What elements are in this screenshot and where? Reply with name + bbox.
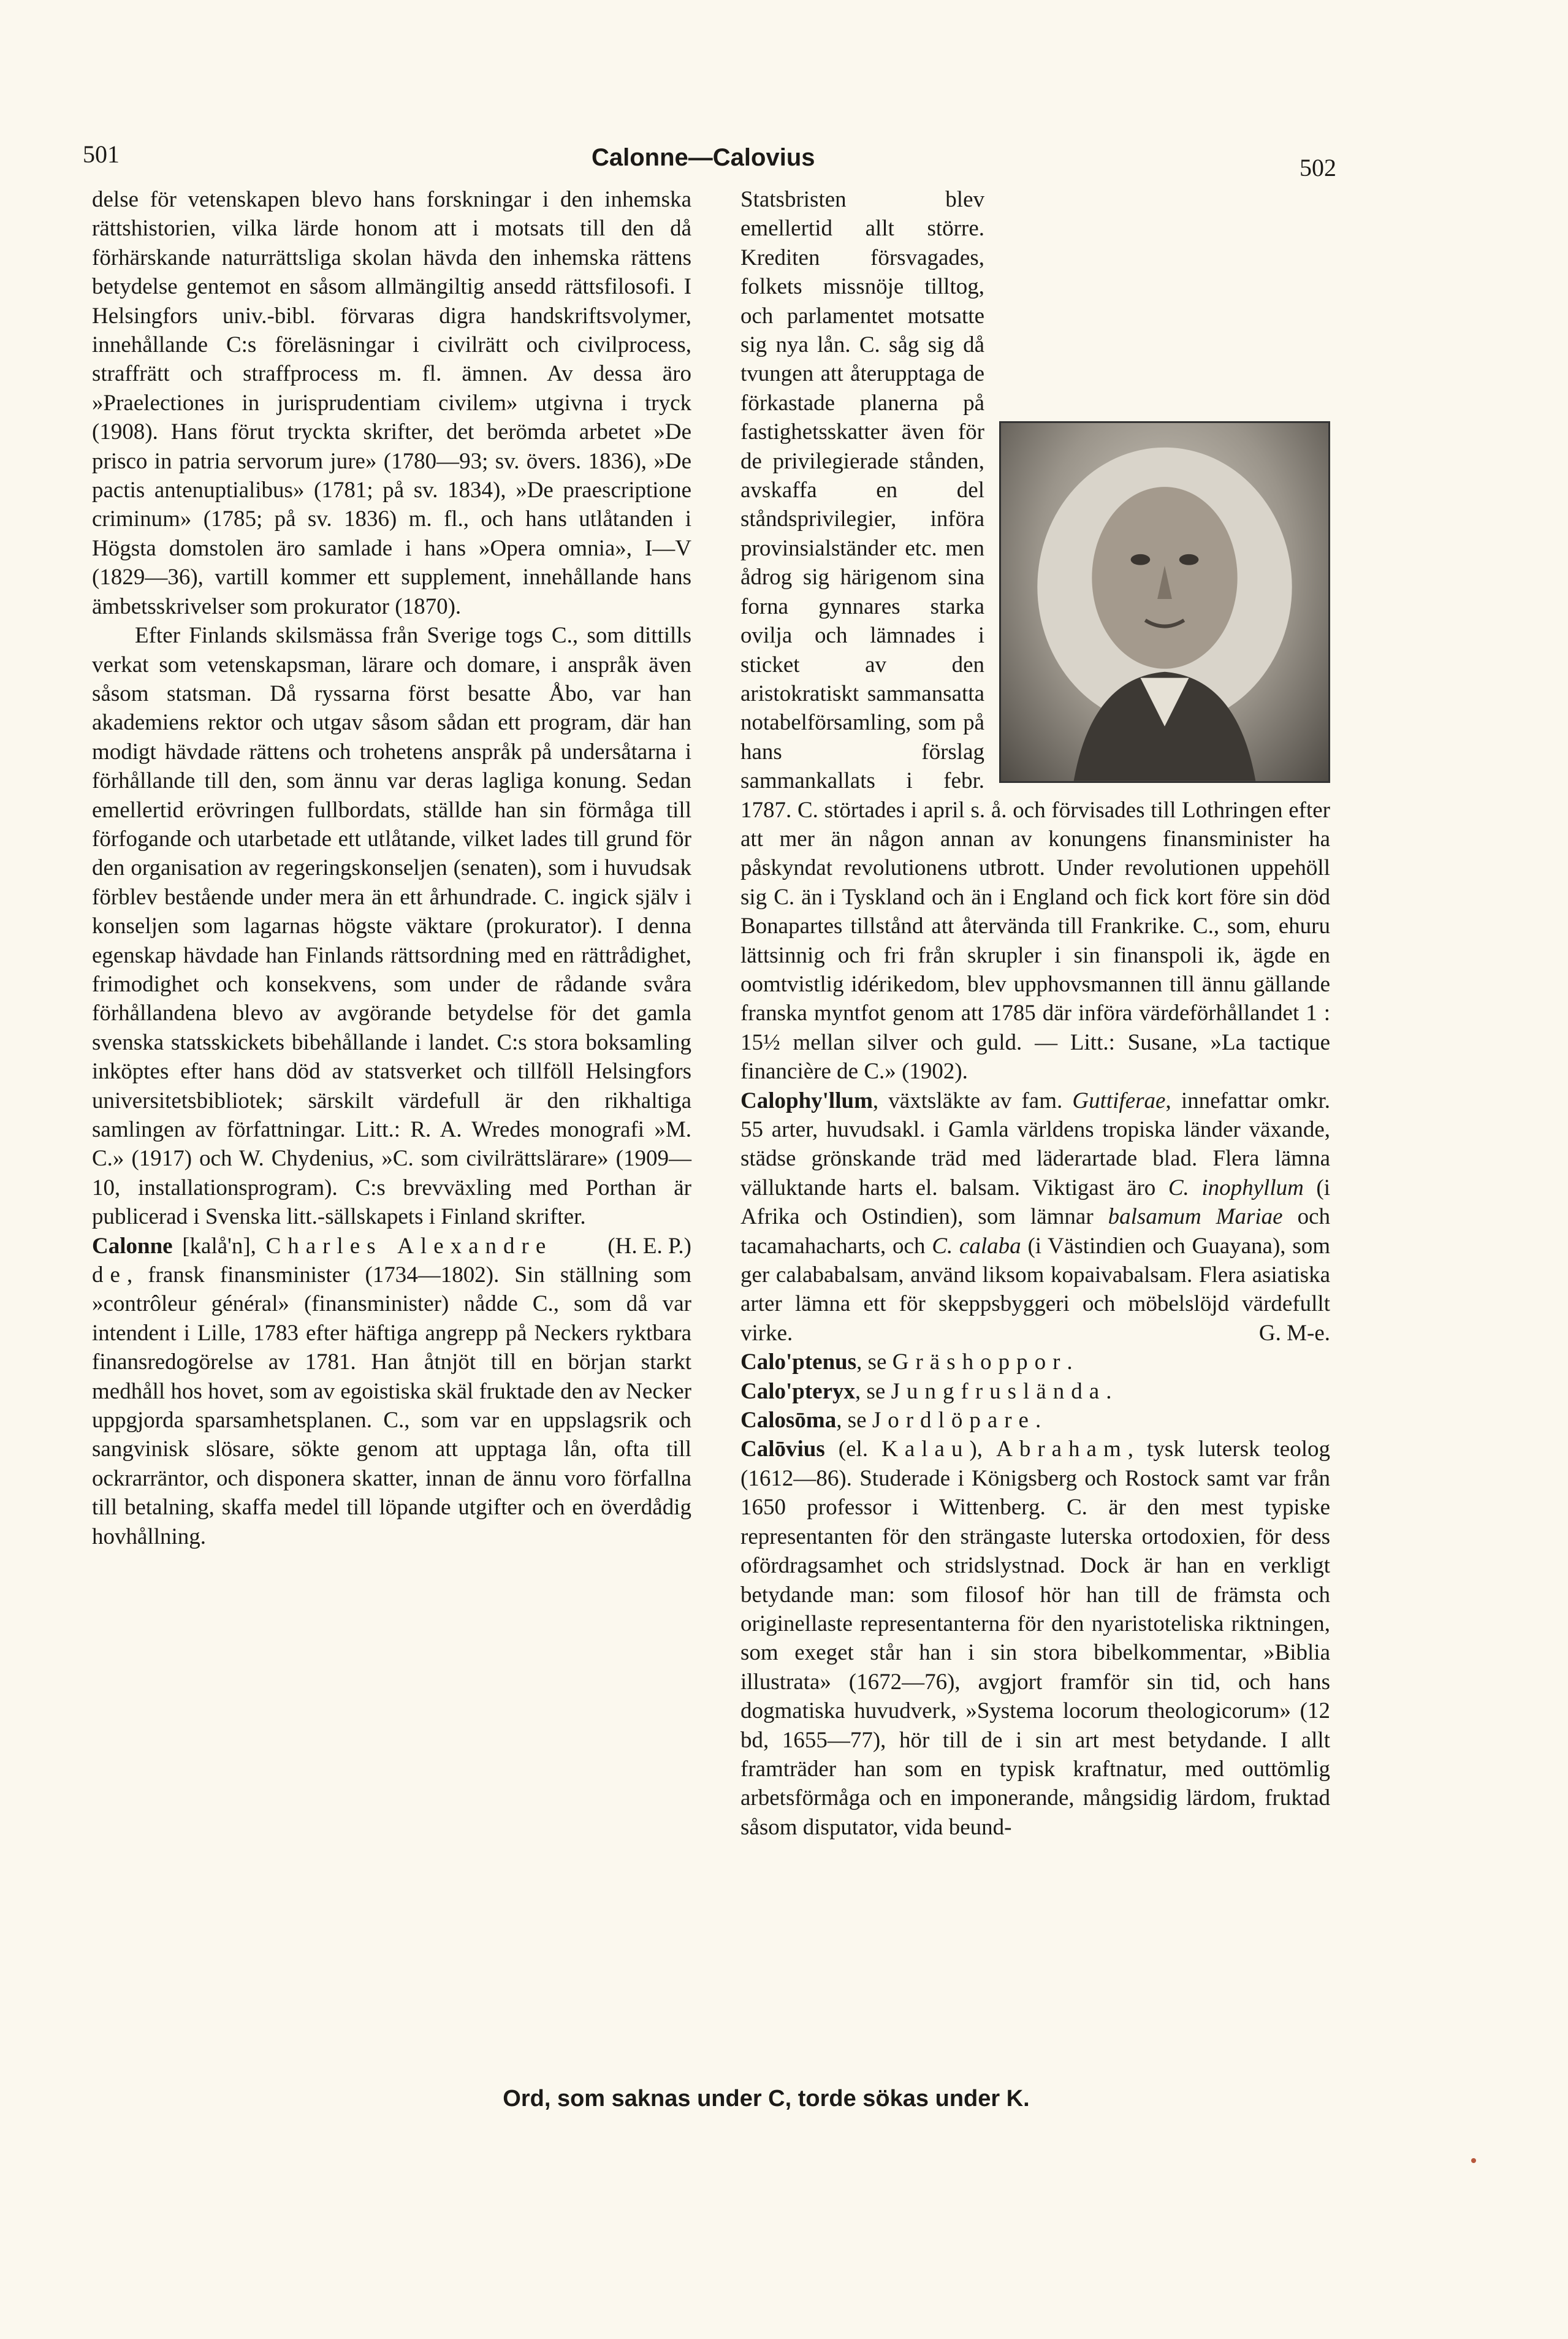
entry-caloptenus: Calo'ptenus, se Gräshoppor. — [740, 1349, 1073, 1375]
entry-calophyllum — [740, 1086, 1330, 1348]
calovius-alias: Kalau — [881, 1437, 970, 1462]
headword-calonne: Calonne — [92, 1233, 173, 1259]
page-number-left: 501 — [83, 140, 120, 168]
entry-calonne-continued — [740, 185, 1330, 1086]
entry-calosoma: Calosōma, se Jordlöpare. — [740, 1408, 1041, 1433]
ink-spot — [1471, 2158, 1476, 2163]
portrait-engraving-icon — [999, 421, 1330, 783]
paragraph-statesman-text: Efter Finlands skilsmässa från Sverige togs C., som dittills verkat som vetenskapsman, lärare och domare, i anspråk även såsom statsman. Då ryssarna först besatte Åbo, var han akademiens rektor och utgav såsom sådan ett program, där han modigt hävdade rättens och trohetens anspråk på undersåtarna i förhållande till den, som ännu var deras lagliga konung. Sedan emellertid erövringen fullbordats, ställde han sin förmåga till förfogande och utarbetade ett utlåtande, vilket lades till grund för den organisation av regeringskonseljen (senaten), som i huvudsak förblev bestående under mera än ett århundrade. C. ingick själv i konseljen som lagarnas högste väktare (prokurator). I denna egenskap hävdade han Finlands rättsordning med en rättrådighet, frimodighet och konsekvens, som under de rådande svåra förhållandena blevo av avgörande betydelse för det gamla svenska statsskickets bibehållande i landet. C:s stora boksamling inköptes efter hans död av statsverket och tillföll Helsingfors universitetsbibliotek; särskilt värdefull är den rikhaltiga samlingen av författningar. Litt.: R. A. Wredes monografi »M. C.» (1917) och W. Chydenius, »C. som civilrättslärare» (1909—10, installationsprogram). C:s brevväxling med Porthan är publicerad i Svenska litt.-sällskapets i Finland skrifter. — [92, 623, 691, 1230]
calovius-a: (el. — [824, 1437, 882, 1462]
calophyllum-species-3: C. calaba — [932, 1233, 1021, 1259]
calophyllum-text-c: (i Afrika och Ostindien), som lämnar — [740, 1175, 1330, 1230]
right-column — [740, 185, 1330, 1842]
calophyllum-text-e: (i Västindien och Guayana), som ger calababalsam, använd liksom kopaivabalsam. Flera asiatiska arter lämna ett för skeppsbyggeri och möbelslöjd värdefullt virke. — [740, 1233, 1330, 1346]
headword-calophyllum: Calophy'llum — [740, 1088, 873, 1113]
calophyllum-species-1: C. inophyllum — [1168, 1175, 1304, 1200]
left-column — [92, 185, 691, 1551]
calovius-name: Abraham — [996, 1437, 1128, 1462]
calopteryx-see: , se — [855, 1378, 891, 1404]
calophyllum-text-a: , växtsläkte av fam. — [872, 1088, 1073, 1113]
running-title: Calonne—Calovius — [592, 144, 815, 171]
entry-calonne-text: , fransk finansminister (1734—1802). Sin ställning som »contrôleur général» (finansminister) nådde C., som då var intendent i Lille, 1783 efter häftiga angrepp på Neckers ryktbara finansredogörelse av 1781. Han åtnjöt till en början starkt medhåll hos hovet, som av egoistiska skäl fruktade den av Necker uppgjorda sparsamhetsplanen. C., som var en uppslagsrik och sangvinisk slösare, sökte genom att upptaga lån, ofta till ockrarräntor, och disponera skatter, innan de ännu voro förfallna till betalning, skaffa medel till löpande utgifter och en överdådig hovhållning. — [92, 1262, 691, 1549]
headword-caloptenus: Calo'ptenus — [740, 1349, 857, 1375]
calosoma-see: , se — [836, 1408, 872, 1433]
calovius-b: ), — [969, 1437, 997, 1462]
calophyllum-text-b: , innefattar omkr. 55 arter, huvudsakl. i Gamla världens tropiska länder växande, städse grönskande träd med läderartade blad. Flera lämna välluktande harts el. balsam. Viktigast äro — [740, 1088, 1331, 1200]
pronunciation: [kalå'n], — [172, 1233, 266, 1259]
caloptenus-see: , se — [856, 1349, 892, 1375]
calophyllum-family: Guttiferae — [1072, 1088, 1166, 1113]
page-number-right: 502 — [1300, 154, 1336, 181]
calophyllum-species-2: balsamum Mariae — [1108, 1204, 1283, 1230]
calopteryx-ref: Jungfruslända — [891, 1378, 1106, 1404]
headword-calosoma: Calosōma — [740, 1408, 837, 1433]
calosoma-ref: Jordlöpare — [872, 1408, 1035, 1433]
caloptenus-ref: Gräshoppor — [892, 1349, 1067, 1375]
entry-calonne — [92, 1232, 691, 1551]
author-signature: (H. E. P.) — [607, 1233, 691, 1259]
entry-calonne-continued-text: Statsbristen blev emellertid allt större. Krediten försvagades, folkets missnöje tilltog, och parlamentet motsatte sig nya lån. C. såg sig då tvungen att återupptaga de förkastade planerna på fastighetsskatter även för de privilegierade stånden, avskaffa en del ståndsprivilegier, införa provinsialständer etc. men ådrog sig härigenom sina forna gynnares starka ovilja och lämnades i sticket av den aristokratiskt sammansatta notabelförsamling, som på hans förslag sammankallats i febr. 1787. C. störtades i april s. å. och förvisades till Lothringen efter att mer än någon annan av konungens finansminister ha påskyndat revolutionens utbrott. Under revolutionen uppehöll sig C. än i Tyskland och än i England och fick kort före sin död Bonapartes tillstånd att återvända till Frankrike. C., som, ehuru lättsinnig och fri från skrupler i sin finanspoli ik, ägde en oomtvistlig idérikedom, blev upphovsmannen till ännu gällande franska myntfot genom att 1785 där införa värdeförhållandet 1 : 15½ mellan silver och guld. — Litt.: Susane, »La tactique financière de C.» (1902). — [740, 187, 1330, 1085]
entry-calopteryx: Calo'pteryx, se Jungfruslända. — [740, 1378, 1112, 1404]
calophyllum-text-d: och tacamahacharts, och — [740, 1204, 1330, 1259]
person-name: Charles Alexandre de — [92, 1233, 553, 1288]
calovius-text: , tysk lutersk teolog (1612—86). Studerade i Königsberg och Rostock samt var från 1650 professor i Wittenberg. C. är den mest typiske representanten för den strängaste luterska ortodoxien, för dess ofördragsamhet och stridslystnad. Dock är han en verkligt betydande man: som filosof hör han till de främsta och originellaste representanterna för den nyaristoteliska riktningen, som exeget står han i sin stora bibelkommentar, »Biblia illustrata» (1672—76), avgjort framför sin tid, och hans dogmatiska huvudverk, »Systema locorum theologicorum» (12 bd, 1655—77), hör till de i sin art mest betydande. I allt framträder han som en typisk kraftnatur, med outtömlig arbetsförmåga och en imponerande, mångsidig lärdom, fruktad såsom disputator, vida beund- — [740, 1437, 1330, 1840]
headword-calopteryx: Calo'pteryx — [740, 1378, 856, 1404]
footer-note: Ord, som saknas under C, torde sökas under K. — [503, 2086, 1030, 2112]
headword-calovius: Calōvius — [740, 1437, 825, 1462]
calophyllum-signature: G. M-e. — [1258, 1320, 1330, 1346]
entry-calovius — [740, 1435, 1330, 1842]
paragraph-rights-history: delse för vetenskapen blevo hans forskningar i den inhemska rättshistorien, vilka lärde honom att i motsats till den då förhärskande naturrättsliga skolan hävda den inhemska rättens betydelse gentemot en såsom allmängiltig ansedd rättsfilosofi. I Helsingfors univ.-bibl. förvaras digra handskriftsvolymer, innehållande C:s föreläsningar i civilrätt och civilprocess, straffrätt och straffprocess m. fl. ämnen. Av dessa äro »Praelectiones in jurisprudentiam civilem» utgivna i tryck (1908). Hans förut tryckta skrifter, det berömda arbetet »De prisco in patria servorum jure» (1780—93; sv. övers. 1836), »De pactis antenuptialibus» (1781; på sv. 1834), »De praescriptione criminum» (1785; på sv. 1836) m. fl., och hans utlåtanden i Högsta domstolen äro samlade i hans »Opera omnia», I—V (1829—36), vartill kommer ett supplement, innehållande hans ämbetsskrivelser som prokurator (1870). — [92, 187, 691, 619]
portrait-svg — [1001, 423, 1328, 781]
